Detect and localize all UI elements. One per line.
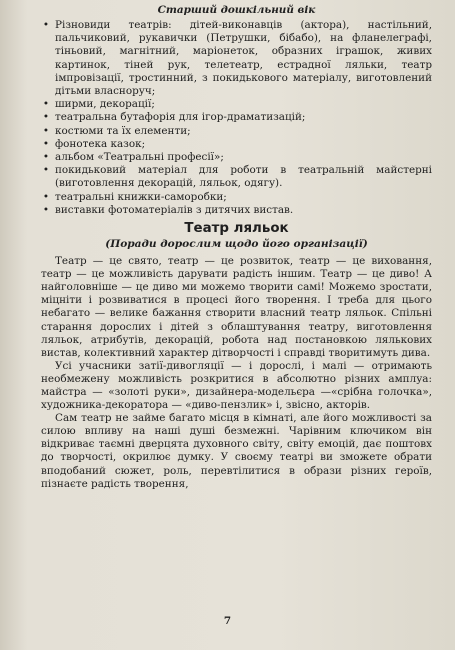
bullet-icon: • — [42, 137, 50, 150]
body-paragraph: Усі учасники затії-дивогляції — і дорослі, і малі — отримають необмежену можливість розкритися в абсолютно різних амплуа: майстра — «золоті руки», дизайнера-модельєра —«срібна голочка», художника-декоратора — «диво-пензлик» і, звісно, акторів. — [41, 359, 432, 412]
bullet-icon: • — [42, 190, 50, 203]
list-item-text: покидьковий матеріал для роботи в театральній майстерні (виготовлення декорацій, ляльок, одягу). — [55, 164, 432, 190]
list-item-text: костюми та їх елементи; — [55, 124, 191, 137]
bullet-icon: • — [42, 203, 50, 216]
article-title: Театр ляльок — [184, 221, 289, 237]
materials-list — [41, 19, 432, 217]
bullet-icon: • — [42, 111, 50, 124]
list-item — [41, 98, 432, 111]
page-number: 7 — [223, 615, 232, 627]
list-item — [41, 164, 432, 190]
list-item-text: Різновиди театрів: дітей-виконавців (актора), настільний, пальчиковий, рукавички (Петрушки, бібабо), на фланелеграфі, тіньовий, магнітний, маріонеток, образних іграшок, живих картинок, тіней рук, телетеатр, естрадної ляльки, театр імпровізації, тростинний, з покидькового матеріалу, виготовлений дітьми власноруч; — [55, 19, 432, 98]
section-heading: Старший дошкільний вік — [157, 4, 316, 16]
list-item-text: театральні книжки-саморобки; — [55, 190, 227, 203]
body-paragraph: Театр — це свято, театр — це розвиток, театр — це виховання, театр — це можливість дарувати радість іншим. Театр — це диво! А найголовніше — це диво ми можемо творити самі! Можемо зростати, міцніти і розвиватися в процесі його творення. І треба для цього небагато — велике бажання створити власний театр ляльок. Спільні старання дорослих і дітей з облаштування театру, виготовлення ляльок, атрибутів, декорацій, робота над постановкою лялькових вистав, колективний характер дітворчості і справді творитимуть дива. — [41, 255, 432, 359]
list-item — [41, 111, 432, 124]
bullet-icon: • — [42, 98, 50, 111]
list-item — [41, 138, 432, 151]
bullet-icon: • — [42, 151, 50, 164]
bullet-icon: • — [42, 19, 50, 31]
list-item — [41, 125, 432, 138]
list-item-text: альбом «Театральні професії»; — [55, 151, 224, 164]
list-item-text: фонотека казок; — [55, 137, 146, 150]
list-item-text: виставки фотоматеріалів з дитячих вистав. — [55, 203, 294, 216]
list-item-text: ширми, декорації; — [55, 98, 155, 111]
list-item — [41, 19, 432, 98]
bullet-icon: • — [42, 164, 50, 177]
body-paragraph: Сам театр не займе багато місця в кімнаті, але його можливості за силою впливу на наші душі безмежні. Чарівним ключиком він відкриває таємні дверцята духовного світу, світу емоцій, дає поштовх до творчості, окрилює думку. У своєму театрі ви зможете обрати вподобаний сюжет, роль, перевтілитися в образи різних героїв, пізнаєте радість творення, — [41, 412, 432, 490]
article-subtitle: (Поради дорослим щодо його організації) — [105, 238, 368, 251]
list-item — [41, 191, 432, 204]
list-item — [41, 151, 432, 164]
list-item-text: театральна бутафорія для ігор-драматизацій; — [55, 111, 306, 124]
bullet-icon: • — [42, 124, 50, 137]
list-item — [41, 204, 432, 217]
